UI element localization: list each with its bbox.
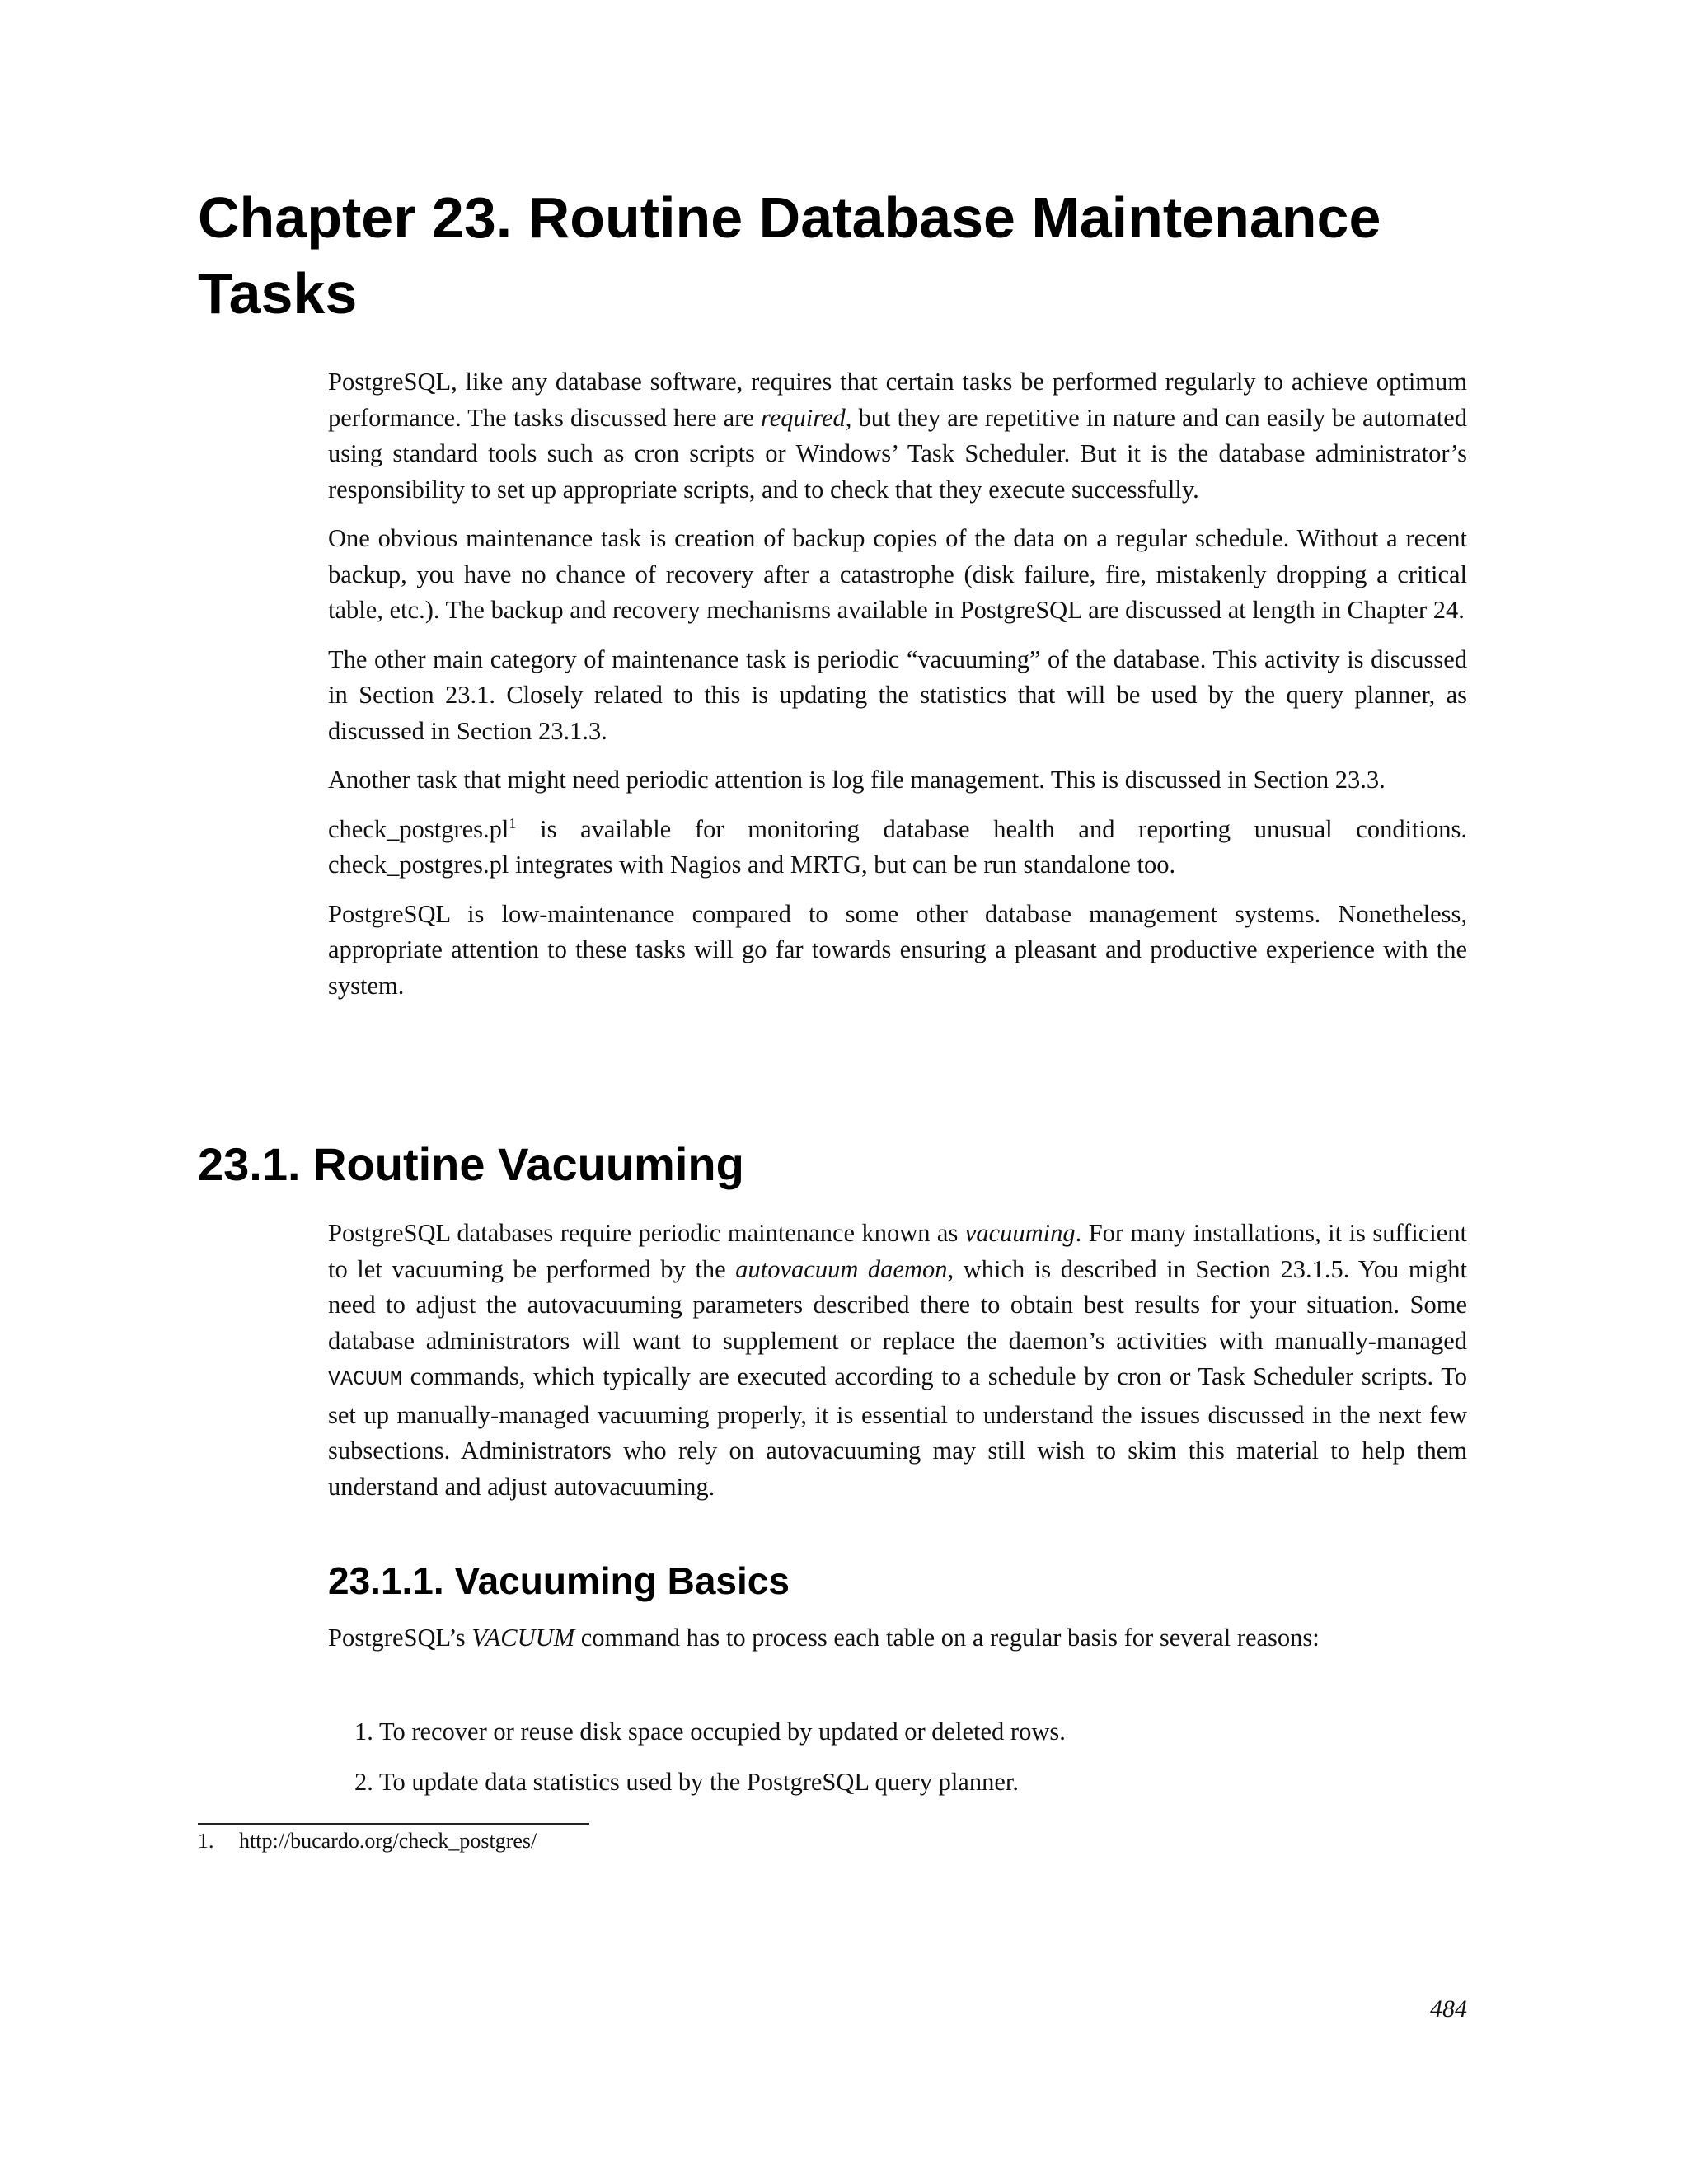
intro-paragraph-4: Another task that might need periodic attention is log file management. This is discussed in Section 23.3. — [328, 766, 1386, 794]
intro-paragraph-1: PostgreSQL, like any database software, requires that certain tasks be performed regularly to achieve optimum performance. The tasks discussed here are required, but they are repetitive in nature and can easily be automated using standard tools such as cron scripts or Windows’ Task Scheduler. But it is the database administrator’s responsibility to set up appropriate scripts, and to check that they execute successfully. — [328, 368, 1467, 504]
footnote-ref[interactable]: 1 — [509, 814, 517, 832]
chapter-intro — [328, 364, 1467, 1017]
intro-paragraph-5: $check\_postgres.pl^1$ is available for monitoring database health and reporting unusual conditions. check_postgres.pl integrates with Nagios and MRTG, but can be run standalone too. — [328, 814, 1467, 879]
chapter-title: Chapter 23. Routine Database Maintenance Tasks — [198, 185, 1381, 326]
emphasis-vacuuming: vacuuming — [964, 1219, 1076, 1247]
section-title: 23.1. Routine Vacuuming — [198, 1138, 744, 1190]
footnote — [198, 1826, 537, 1856]
page-number: 484 — [1430, 1995, 1467, 2022]
list-item: 2. To update data statistics used by the PostgreSQL query planner. — [354, 1767, 1019, 1796]
footnote-divider — [198, 1823, 589, 1825]
subsection-title: 23.1.1. Vacuuming Basics — [328, 1559, 790, 1602]
footnote-number: 1. — [198, 1829, 214, 1853]
subsection-paragraph: PostgreSQL’s VACUUM command has to process each table on a regular basis for several reasons: — [328, 1624, 1320, 1652]
intro-paragraph-3: The other main category of maintenance task is periodic “vacuuming” of the database. This activity is discussed in Section 23.1. Closely related to this is updating the statistics that will be used by the query planner, as discussed in Section 23.1.3. — [328, 644, 1467, 745]
reasons-list — [354, 1714, 1066, 1814]
section-paragraph: PostgreSQL databases require periodic maintenance known as vacuuming. For many installations, it is sufficient to let vacuuming be performed by the autovacuum daemon, which is described in Section 23.1.5. You might need to adjust the autovacuuming parameters described there to obtain best results for your situation. Some database administrators will want to supplement or replace the daemon’s activities with manually-managed VACUUM commands, which typically are executed according to a schedule by cron or Task Scheduler scripts. To set up manually-managed vacuuming properly, it is essential to understand the issues discussed in the next few subsections. Administrators who rely on autovacuuming may still wish to skim this material to help them understand and adjust autovacuuming. — [328, 1219, 1468, 1501]
section-body — [328, 1216, 1467, 1518]
emphasis-autovacuum-daemon: autovacuum daemon — [735, 1254, 948, 1283]
emphasis-vacuum-command: VACUUM — [471, 1624, 575, 1652]
subsection-body — [328, 1620, 1467, 1670]
intro-paragraph-6: PostgreSQL is low-maintenance compared to some other database management systems. Nonetheless, appropriate attention to these tasks will go far towards ensuring a pleasant and productive experience with the system. — [328, 899, 1467, 1000]
footnote-link[interactable]: http://bucardo.org/check_postgres/ — [239, 1829, 537, 1853]
intro-paragraph-2: One obvious maintenance task is creation of backup copies of the data on a regular schedule. Without a recent backup, you have no chance of recovery after a catastrophe (disk failure, fire, mistakenly dropping a critical table, etc.). The backup and recovery mechanisms available in PostgreSQL are discussed at length in Chapter 24. — [328, 524, 1467, 624]
emphasis-required: required — [761, 403, 846, 432]
list-item: 1. To recover or reuse disk space occupied by updated or deleted rows. — [354, 1718, 1066, 1746]
code-vacuum: VACUUM — [328, 1367, 403, 1391]
